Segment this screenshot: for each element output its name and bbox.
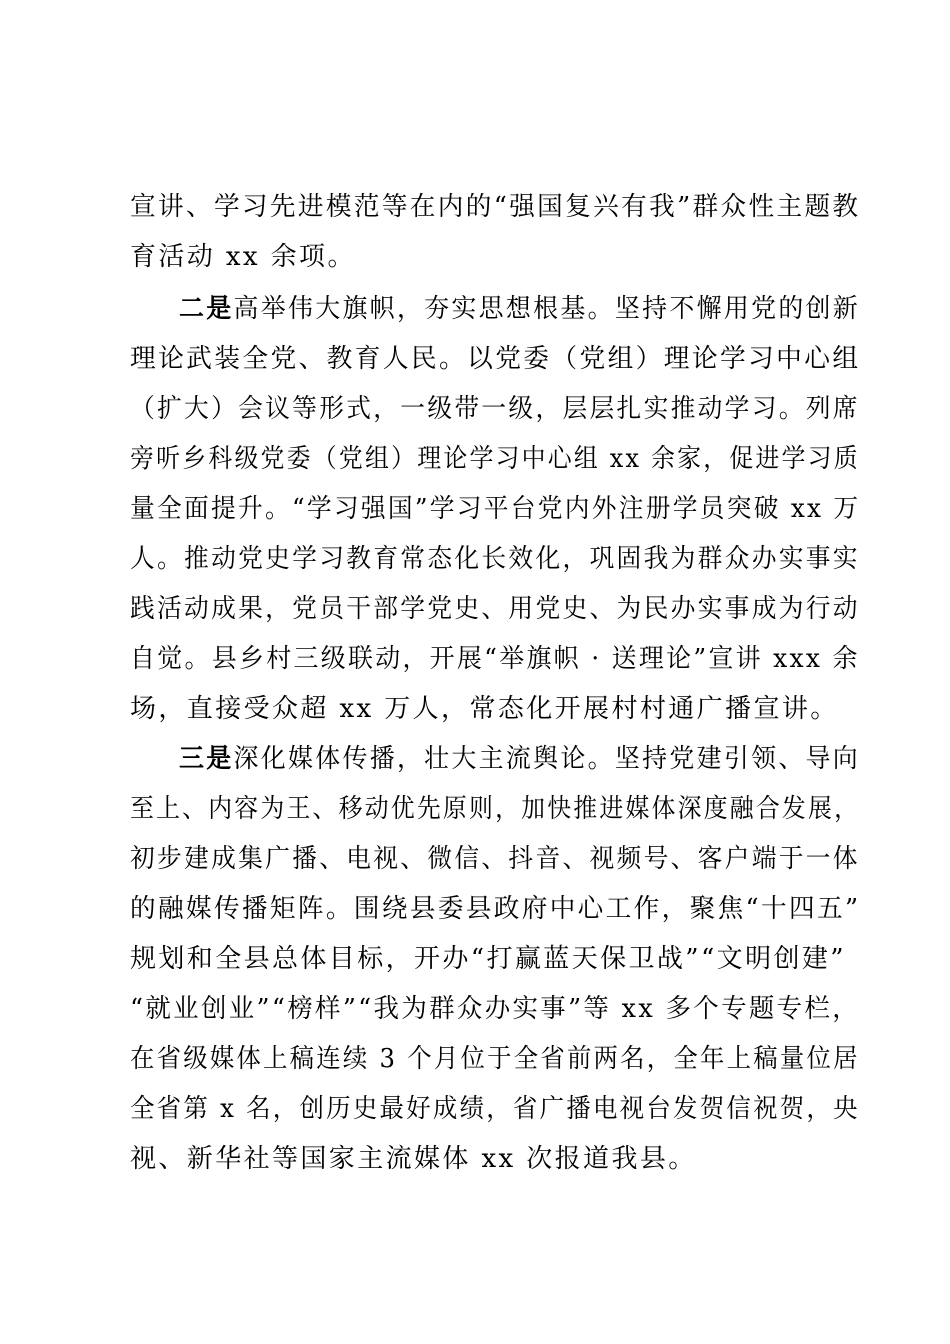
paragraph2-line3: （扩大）会议等形式，一级带一级，层层扎实推动学习。列席 (130, 394, 860, 424)
paragraph2-line4: 旁听乡科级党委（党组）理论学习中心组 xx 余家，促进学习质 (130, 444, 860, 474)
paragraph3-line2: 至上、内容为王、移动优先原则，加快推进媒体深度融合发展， (130, 794, 861, 824)
paragraph2-line2: 理论武装全党、教育人民。以党委（党组）理论学习中心组 (130, 344, 861, 374)
paragraph2-line1-text: 高举伟大旗帜，夯实思想根基。坚持不懈用党的创新 (233, 294, 861, 324)
paragraph1-line2: 育活动 xx 余项。 (130, 242, 356, 272)
paragraph3-line3: 初步建成集广播、电视、微信、抖音、视频号、客户端于一体 (130, 844, 860, 874)
paragraph3-line1 (179, 742, 860, 776)
paragraph2-line5: 量全面提升。“学习强国”学习平台党内外注册学员突破 xx 万 (130, 494, 861, 524)
paragraph2-line7: 践活动成果，党员干部学党史、用党史、为民办实事成为行动 (130, 594, 860, 624)
paragraph3-line8: 全省第 x 名，创历史最好成绩，省广播电视台发贺信祝贺，央 (130, 1094, 860, 1124)
paragraph2-line6: 人。推动党史学习教育常态化长效化，巩固我为群众办实事实 (130, 544, 860, 574)
paragraph3-lead: 三是 (179, 744, 234, 774)
paragraph2-line9: 场，直接受众超 xx 万人，常态化开展村村通广播宣讲。 (130, 694, 839, 724)
paragraph3-line6: “就业创业”“榜样”“我为群众办实事”等 xx 多个专题专栏， (130, 994, 861, 1024)
paragraph1-line1: 宣讲、学习先进模范等在内的“强国复兴有我”群众性主题教 (130, 192, 861, 222)
paragraph3-line9: 视、新华社等国家主流媒体 xx 次报道我县。 (130, 1144, 697, 1174)
paragraph2-line1 (179, 292, 860, 326)
paragraph3-line7: 在省级媒体上稿连续 3 个月位于全省前两名，全年上稿量位居 (130, 1044, 860, 1074)
paragraph3-line4: 的融媒传播矩阵。围绕县委县政府中心工作，聚焦“十四五” (130, 894, 861, 924)
paragraph2-line8: 自觉。县乡村三级联动，开展“举旗帜 · 送理论”宣讲 xxx 余 (130, 644, 860, 674)
paragraph2-lead: 二是 (179, 294, 234, 324)
paragraph3-line5: 规划和全县总体目标，开办“打赢蓝天保卫战”“文明创建” (130, 944, 846, 974)
paragraph3-line1-text: 深化媒体传播，壮大主流舆论。坚持党建引领、导向 (233, 744, 861, 774)
